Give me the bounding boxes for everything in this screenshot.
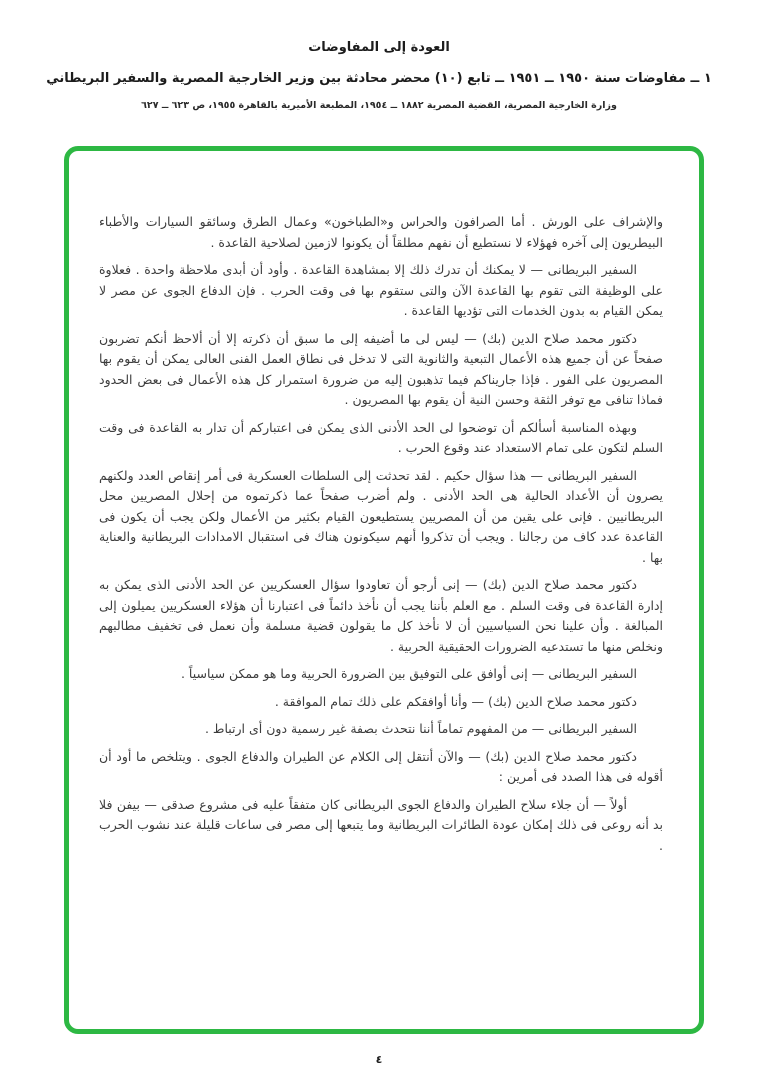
paragraph-salah-el-din: دكتور محمد صلاح الدين (بك) — إنى أرجو أن تعاودوا سؤال العسكريين عن الحد الأدنى الذى يمكن به إدارة القاعدة فى وقت السلم . مع العلم بأننا يجب أن نأخذ دائماً فى اعتبارنا أن هؤلاء العسكريين يميلون إلى المبالغة . وأن علينا نحن السياسيين أن لا نأخذ كل ما يقولون قضية مسلمة وأن نعمل فى تخفيف مطالبهم ونخلص منها ما تستدعيه الضرورات الحقيقية الحربية . (99, 577, 663, 654)
page-number: ٤ (375, 1053, 383, 1066)
scanned-text-body (99, 212, 663, 863)
paragraph: والإشراف على الورش . أما الصرافون والحراس و«الطباخون» وعمال الطرق وسائقو السيارات والأطباء البيطريون إلى آخره فهؤلاء لا نستطيع أن نفهم مطلقاً أن يكونوا لازمين لصلاحية القاعدة . (99, 214, 663, 250)
paragraph-salah-el-din: دكتور محمد صلاح الدين (بك) — وأنا أوافقكم على ذلك تمام الموافقة . (274, 693, 637, 709)
entry-heading: ١ ــ مفاوضات سنة ١٩٥٠ ــ ١٩٥١ ــ تابع (١٠) محضر محادثة بين وزير الخارجية المصرية والسفير البريطاني (46, 71, 712, 86)
section-title: العودة إلى المفاوضات (308, 40, 450, 55)
paragraph: وبهذه المناسبة أسألكم أن توضحوا لى الحد الأدنى الذى يمكن فى اعتباركم أن تدار به القاعدة فى وقت السلم لتكون على تمام الاستعداد عند وقوع الحرب . (99, 419, 663, 455)
paragraph-salah-el-din: دكتور محمد صلاح الدين (بك) — والآن أنتقل إلى الكلام عن الطيران والدفاع الجوى . ويتلخص ما أود أن أقوله فى هذا الصدد فى أمرين : (99, 748, 663, 784)
paragraph-british-ambassador: السفير البريطانى — هذا سؤال حكيم . لقد تحدثت إلى السلطات العسكرية فى أمر إنقاص العدد ولكنهم يصرون أن الأعداد الحالية هى الحد الأدنى . ولم أضرب صفحاً عما ذكرتموه من إحلال المصريين محل البريطانيين . فإنى على يقين من أن المصريين يستطيعون القيام بكثير من الأعمال ولكن يجب أن يكون فى القاعدة عدد كاف من رجالنا . ويجب أن تذكروا أنهم سيكونون هناك فى استقبال الامدادات البريطانية والعناية بها . (99, 467, 663, 565)
page-header (0, 40, 758, 111)
paragraph-british-ambassador: السفير البريطانى — من المفهوم تماماً أننا نتحدث بصفة غير رسمية دون أى ارتباط . (204, 721, 637, 736)
source-citation: وزارة الخارجية المصرية، القضية المصرية ١٨٨٢ ــ ١٩٥٤، المطبعة الأميرية بالقاهرة ١٩٥٥، ص ٦٢٣ ــ ٦٢٧ (141, 100, 617, 111)
paragraph-point-one: أولاً — أن جلاء سلاح الطيران والدفاع الجوى البريطانى كان متفقاً عليه فى مشروع صدقى — بيفن فلا بد أنه روعى فى ذلك إمكان عودة الطائرات البريطانية وما يتبعها إلى مصر فى ساعات قليلة عند نشوب الحرب . (99, 796, 663, 853)
paragraph-british-ambassador: السفير البريطانى — إنى أوافق على التوفيق بين الضرورة الحربية وما هو ممكن سياسياً . (180, 666, 637, 681)
paragraph-british-ambassador: السفير البريطانى — لا يمكنك أن تدرك ذلك إلا بمشاهدة القاعدة . وأود أن أبدى ملاحظة واحدة . فعلاوة على الوظيفة التى تقوم بها القاعدة الآن والتى ستقوم بها فى وقت الحرب . فإن الدفاع الجوى عن مصر لا يمكن القيام به بدون الخدمات التى تؤديها القاعدة . (99, 262, 663, 318)
paragraph-salah-el-din: دكتور محمد صلاح الدين (بك) — ليس لى ما أضيفه إلى ما سبق أن ذكرته إلا أن ألاحظ أنكم تضربون صفحاً عن أن جميع هذه الأعمال التبعية والثانوية التى لا تدخل فى نطاق العمل الفنى العالى يمكن أن يقوم بها المصريون على الفور . فإذا جاريناكم فيما تذهبون إليه من ضرورة استمرار كل هذه الأعمال فى بعض الحدود فماذا تنافى مع توفر الثقة وحسن النية أن يقوم بها المصريون . (99, 330, 663, 407)
